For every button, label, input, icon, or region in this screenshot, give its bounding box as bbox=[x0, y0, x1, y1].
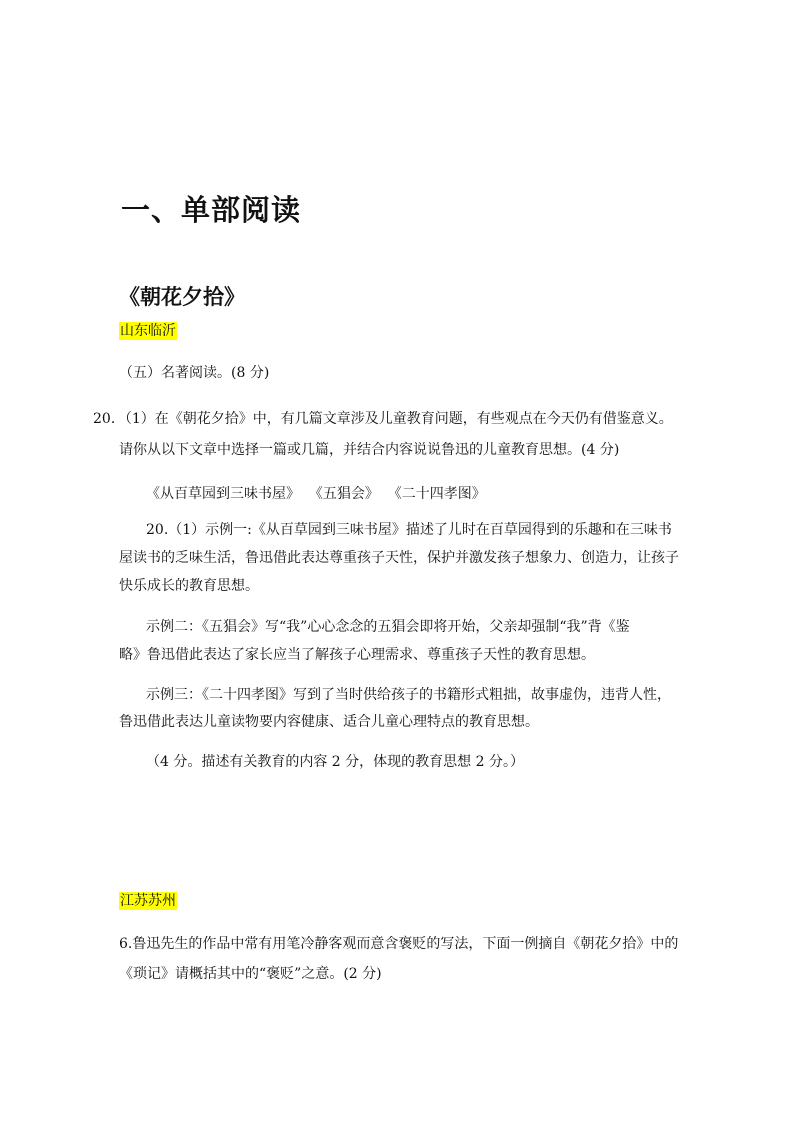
question-heading: （五）名著阅读。(8 分) bbox=[119, 365, 270, 381]
answer-example-1-line-2: 屋读书的乏味生活，鲁迅借此表达尊重孩子天性，保护并激发孩子想象力、创造力，让孩子 bbox=[119, 550, 679, 566]
question-20-line-1: 20．（1）在《朝花夕拾》中，有几篇文章涉及儿童教育问题，有些观点在今天仍有借鉴意义。 bbox=[93, 411, 673, 427]
answer-example-3-line-2: 鲁迅借此表达儿童读物要内容健康、适合儿童心理特点的教育思想。 bbox=[119, 714, 539, 730]
book-title: 《朝花夕拾》 bbox=[119, 284, 245, 309]
region-highlight: 江苏苏州 bbox=[120, 893, 176, 909]
question-20-line-2: 请你从以下文章中选择一篇或几篇，并结合内容说说鲁迅的儿童教育思想。(4 分) bbox=[119, 442, 620, 458]
region-tag-jiangsu bbox=[119, 890, 177, 910]
answer-example-2-line-1: 示例二：《五猖会》写“我”心心念念的五猖会即将开始，父亲却强制“我”背《鉴 bbox=[146, 619, 630, 635]
article-options: 《从百草园到三味书屋》 《五猖会》 《二十四孝图》 bbox=[146, 486, 486, 502]
answer-example-2-line-2: 略》鲁迅借此表达了家长应当了解孩子心理需求、尊重孩子天性的教育思想。 bbox=[119, 647, 595, 663]
question-6-line-2: 《琐记》请概括其中的“褒贬”之意。(2 分) bbox=[119, 966, 382, 982]
question-6-line-1: 6.鲁迅先生的作品中常有用笔冷静客观而意含褒贬的写法，下面一例摘自《朝花夕拾》中的 bbox=[119, 936, 679, 952]
score-note: （4 分。描述有关教育的内容 2 分，体现的教育思想 2 分。） bbox=[146, 754, 524, 770]
region-tag-shandong bbox=[119, 320, 177, 340]
answer-example-1-line-3: 快乐成长的教育思想。 bbox=[119, 578, 259, 594]
answer-example-3-line-1: 示例三：《二十四孝图》写到了当时供给孩子的书籍形式粗拙，故事虚伪，违背人性， bbox=[146, 687, 671, 703]
section-title: 一、单部阅读 bbox=[121, 193, 302, 227]
answer-example-1-line-1: 20.（1）示例一:《从百草园到三味书屋》描述了儿时在百草园得到的乐趣和在三味书 bbox=[146, 522, 672, 538]
region-highlight: 山东临沂 bbox=[120, 323, 176, 339]
